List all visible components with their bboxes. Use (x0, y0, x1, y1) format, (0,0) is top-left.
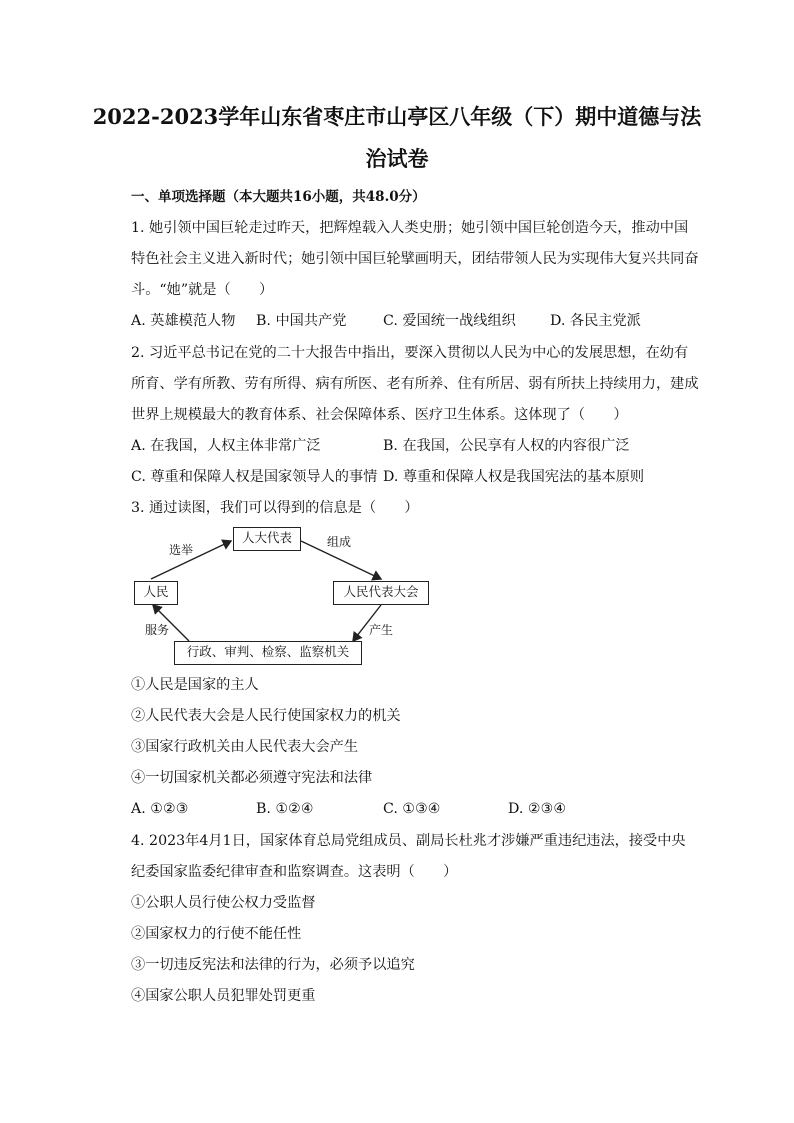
question-3-option-b: B. ①②④ (256, 801, 314, 817)
question-2-line-3: 世界上规模最大的教育体系、社会保障体系、医疗卫生体系。这体现了（ ） (131, 407, 628, 423)
question-3-option-a: A. ①②③ (131, 801, 189, 817)
question-1-option-b: B. 中国共产党 (256, 313, 347, 329)
question-3-option-c: C. ①③④ (383, 801, 441, 817)
question-4-item-3: ③一切违反宪法和法律的行为，必须予以追究 (131, 957, 415, 973)
box-congress: 人民代表大会 (333, 581, 429, 605)
question-4-item-4: ④国家公职人员犯罪处罚更重 (131, 988, 316, 1004)
box-people: 人民 (134, 581, 178, 605)
question-1-option-a: A. 英雄模范人物 (131, 313, 236, 329)
question-2-option-d: D. 尊重和保障人权是我国宪法的基本原则 (383, 469, 645, 485)
question-4-item-2: ②国家权力的行使不能任性 (131, 926, 302, 942)
question-2-option-a: A. 在我国，人权主体非常广泛 (131, 438, 321, 454)
question-2-option-c: C. 尊重和保障人权是国家领导人的事情 (131, 469, 378, 485)
question-3-option-d: D. ②③④ (508, 801, 567, 817)
question-1-line-1: 1. 她引领中国巨轮走过昨天，把辉煌载入人类史册；她引领中国巨轮创造今天，推动中国 (131, 220, 689, 236)
question-1-option-c: C. 爱国统一战线组织 (383, 313, 516, 329)
question-3-item-4: ④一切国家机关都必须遵守宪法和法律 (131, 770, 373, 786)
question-2-line-1: 2. 习近平总书记在党的二十大报告中指出，要深入贯彻以人民为中心的发展思想，在幼有 (131, 345, 689, 361)
label-elect: 选举 (169, 543, 194, 557)
flow-diagram (131, 523, 431, 668)
question-1-line-2: 特色社会主义进入新时代；她引领中国巨轮擘画明天，团结带领人民为实现伟大复兴共同奋 (131, 251, 699, 267)
label-form: 组成 (327, 535, 352, 549)
question-4-line-2: 纪委国家监委纪律审查和监察调查。这表明（ ） (131, 864, 458, 880)
box-deputies: 人大代表 (233, 527, 301, 551)
question-1-line-3: 斗。“她”就是（ ） (131, 282, 274, 298)
question-2-line-2: 所育、学有所教、劳有所得、病有所医、老有所养、住有所居、弱有所扶上持续用力，建成 (131, 376, 699, 392)
section-heading: 一、单项选择题（本大题共16小题，共48.0分） (131, 189, 426, 205)
question-4-item-1: ①公职人员行使公权力受监督 (131, 895, 316, 911)
question-3-item-2: ②人民代表大会是人民行使国家权力的机关 (131, 708, 401, 724)
question-2-option-b: B. 在我国，公民享有人权的内容很广泛 (383, 438, 630, 454)
question-1-option-d: D. 各民主党派 (550, 313, 641, 329)
label-serve: 服务 (145, 623, 170, 637)
exam-title-line2: 治试卷 (365, 146, 429, 171)
question-3-item-3: ③国家行政机关由人民代表大会产生 (131, 739, 359, 755)
label-produce: 产生 (369, 623, 394, 637)
box-organs: 行政、审判、检察、监察机关 (174, 641, 362, 665)
question-4-line-1: 4. 2023年4月1日，国家体育总局党组成员、副局长杜兆才涉嫌严重违纪违法，接受中央 (131, 833, 686, 849)
question-3-item-1: ①人民是国家的主人 (131, 677, 259, 693)
question-3-stem: 3. 通过读图，我们可以得到的信息是（ ） (131, 500, 419, 516)
exam-title-line1: 2022-2023学年山东省枣庄市山亭区八年级（下）期中道德与法 (92, 104, 702, 129)
